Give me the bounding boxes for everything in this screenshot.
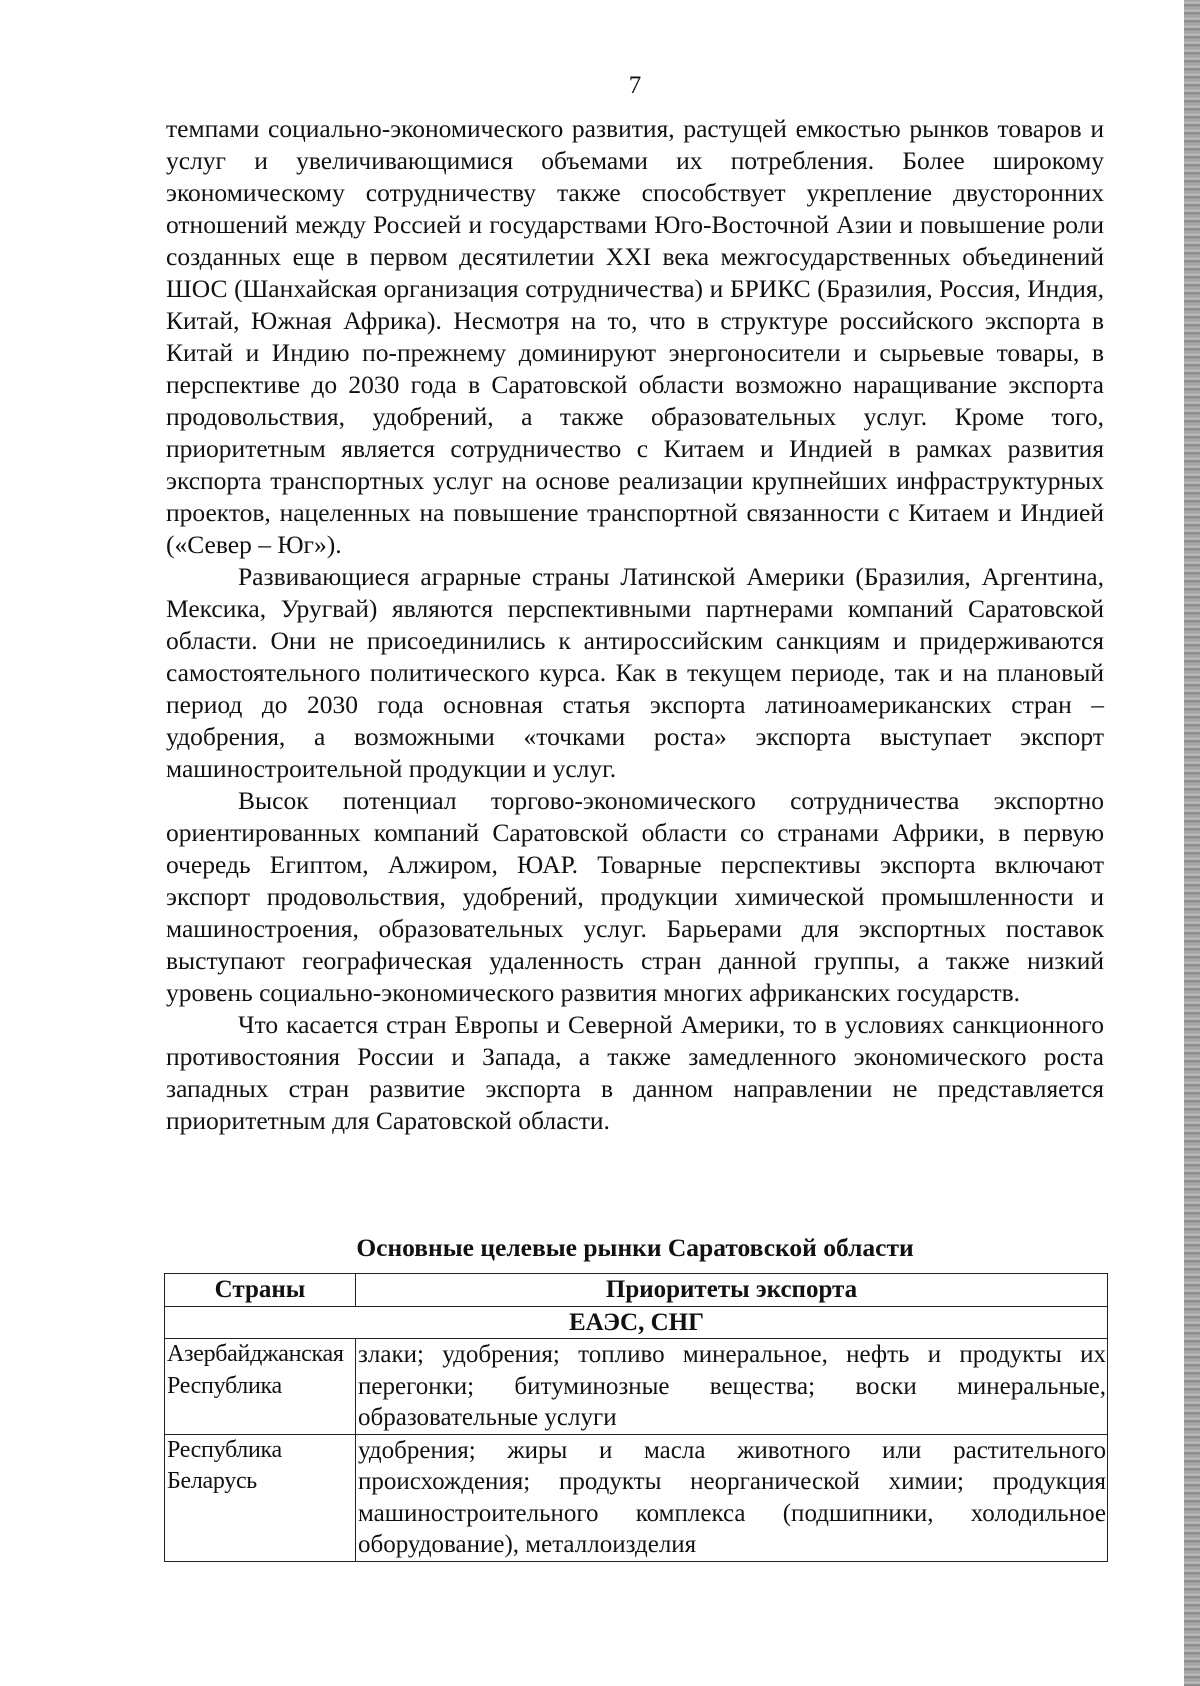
- table-row: [165, 1339, 1108, 1435]
- page-number: 7: [628, 72, 642, 99]
- country-name-line: Беларусь: [167, 1468, 257, 1494]
- country-cell: [165, 1434, 356, 1561]
- priorities-cell: удобрения; жиры и масла животного или растительного происхождения; продукты неорганической химии; продукция машиностроительного комплекса (подшипники, холодильное оборудование), металлоизделия: [356, 1434, 1108, 1561]
- country-cell: [165, 1339, 356, 1435]
- priorities-cell: злаки; удобрения; топливо минеральное, нефть и продукты их перегонки; битуминозные вещества; воски минеральные, образовательные услуги: [356, 1339, 1108, 1435]
- table-row: [165, 1434, 1108, 1561]
- paragraph: Развивающиеся аграрные страны Латинской Америки (Бразилия, Аргентина, Мексика, Уругвай) являются перспективными партнерами компаний Саратовской области. Они не присоединились к антироссийским санкциям и придерживаются самостоятельного политического курса. Как в текущем периоде, так и на плановый период до 2030 года основная статья экспорта латиноамериканских стран – удобрения, а возможными «точками роста» экспорта выступает экспорт машиностроительной продукции и услуг.: [166, 562, 1104, 783]
- column-header-countries: Страны: [165, 1274, 356, 1307]
- country-name-line: Республика: [167, 1436, 282, 1463]
- paragraph: темпами социально-экономического развития, растущей емкостью рынков товаров и услуг и увеличивающимися объемами их потребления. Более широкому экономическому сотрудничеству также способствует укрепление двусторонних отношений между Россией и государствами Юго-Восточной Азии и повышение роли созданных еще в первом десятилетии XXI века межгосударственных объединений ШОС (Шанхайская организация сотрудничества) и БРИКС (Бразилия, Россия, Индия, Китай, Южная Африка). Несмотря на то, что в структуре российского экспорта в Китай и Индию по-прежнему доминируют энергоносители и сырьевые товары, в перспективе до 2030 года в Саратовской области возможно наращивание экспорта продовольствия, удобрений, а также образовательных услуг. Кроме того, приоритетным является сотрудничество с Китаем и Индией в рамках развития экспорта транспортных услуг на основе реализации крупнейших инфраструктурных проектов, нацеленных на повышение транспортной связанности с Китаем и Индией («Север – Юг»).: [166, 114, 1104, 559]
- paragraph: Высок потенциал торгово-экономического сотрудничества экспортно ориентированных компаний Саратовской области со странами Африки, в первую очередь Египтом, Алжиром, ЮАР. Товарные перспективы экспорта включают экспорт продовольствия, удобрений, продукции химической промышленности и машиностроения, образовательных услуг. Барьерами для экспортных поставок выступают географическая удаленность стран данной группы, а также низкий уровень социально-экономического развития многих африканских государств.: [166, 786, 1104, 1007]
- paragraph: Что касается стран Европы и Северной Америки, то в условиях санкционного противостояния России и Запада, а также замедленного экономического роста западных стран развитие экспорта в данном направлении не представляется приоритетным для Саратовской области.: [166, 1010, 1104, 1135]
- body-text: [166, 113, 1104, 1137]
- country-name-line: Азербайджанская: [167, 1341, 344, 1367]
- target-markets-table: [164, 1273, 1108, 1562]
- table-group-row: [165, 1306, 1108, 1339]
- country-name-line: Республика: [167, 1372, 282, 1399]
- scan-edge-shadow: [1184, 0, 1200, 1686]
- table-header-row: [165, 1274, 1108, 1307]
- column-header-priorities: Приоритеты экспорта: [356, 1274, 1108, 1307]
- table-title: Основные целевые рынки Саратовской области: [356, 1233, 914, 1262]
- group-label: ЕАЭС, СНГ: [165, 1306, 1108, 1339]
